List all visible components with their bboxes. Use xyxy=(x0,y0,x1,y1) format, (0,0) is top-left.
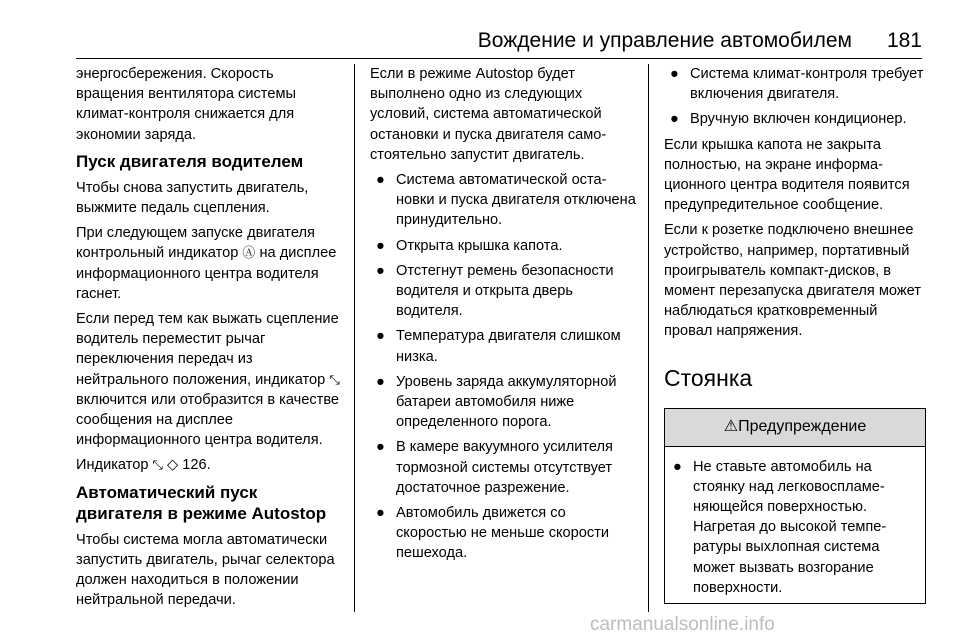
warning-header xyxy=(665,409,925,447)
heading-autostop-start: Автоматический пуск двигателя в режиме Autostop xyxy=(76,482,327,523)
text: на дисплее информационного центра водителя гаснет. xyxy=(76,245,337,302)
paragraph-press-clutch: Чтобы снова запустить двигатель, выжмите педаль сцепления. xyxy=(76,179,309,217)
column-3 xyxy=(664,64,926,604)
list-item: ● Открыта крышка капота. xyxy=(370,236,636,256)
warning-body xyxy=(665,447,925,598)
bullet: ● xyxy=(376,262,385,279)
page-reference: ◇ 126. xyxy=(167,457,211,474)
list-item: ● Не ставьте автомобиль на стоянку над легковоспламеняющейся поверхностью. Нагретая до высокой температуры выхлопная система может вызвать возгорание поверхности. xyxy=(673,458,887,596)
page-title: Вождение и управление автомобилем xyxy=(477,29,852,52)
list-item: ● Температура двигателя слишком низка. xyxy=(376,328,621,365)
list-item: ● В камере вакуумного усилителя тормозной системы отсутствует достаточное разрежение. xyxy=(376,439,613,496)
text: При следующем запуске двигателя контрольный индикатор xyxy=(76,225,315,262)
list-item: ● Система автоматической остановки и пуска двигателя отключена принудительно. xyxy=(376,172,636,229)
paragraph-neutral-position: Чтобы система могла автоматически запустить двигатель, рычаг селектора должен находиться в положении нейтральной передачи. xyxy=(76,531,335,609)
bullet: ● xyxy=(670,66,679,82)
list-item: ● Система климат-контроля требует включения двигателя. xyxy=(670,66,924,103)
conditions-list-continued xyxy=(664,64,926,130)
list-item: ● Отстегнут ремень безопасности водителя и открыта дверь водителя. xyxy=(376,262,614,320)
warning-list xyxy=(667,457,925,598)
list-item: ● Уровень заряда аккумуляторной батареи автомобиля ниже определенного порога. xyxy=(376,373,617,431)
heading-driver-start: Пуск двигателя водителем xyxy=(76,151,304,171)
paragraph-indicator-ref xyxy=(76,455,341,475)
paragraph-voltage-drop: Если к розетке подключено внешнее устройство, например, портативный проигрыватель компакт-дисков, в момент перезапуска двигателя может наблюдаться кратковременный провал напряжения. xyxy=(664,222,921,340)
autostop-icon: Ⓐ xyxy=(242,245,256,261)
bullet: ● xyxy=(376,172,385,189)
column-1 xyxy=(76,64,341,615)
warning-title: Предупреждение xyxy=(738,417,867,435)
watermark: carmanualsonline.info xyxy=(590,614,775,635)
bullet: ● xyxy=(376,237,385,254)
bullet: ● xyxy=(376,439,385,456)
header-rule xyxy=(76,58,922,59)
bullet: ● xyxy=(670,111,679,128)
list-item: ● Вручную включен кондиционер. xyxy=(664,109,926,129)
paragraph-gear-shift xyxy=(76,309,341,450)
bullet: ● xyxy=(376,505,385,522)
bullet: ● xyxy=(376,328,385,345)
heading-parking: Стоянка xyxy=(664,364,753,391)
paragraph-indicator-off xyxy=(76,223,341,304)
paragraph-hood-warning: Если крышка капота не закрыта полностью, на экране информационного центра водителя появится предупредительное сообщение. xyxy=(664,136,910,214)
text: Если перед тем как выжать сцепление водитель переместит рычаг переключения передач из нейтрального положения, индикатор xyxy=(76,311,339,388)
column-divider-1 xyxy=(354,64,355,612)
warning-box xyxy=(664,408,926,604)
column-2 xyxy=(370,64,636,569)
bullet: ● xyxy=(673,458,682,475)
column-divider-2 xyxy=(648,64,649,612)
paragraph-autostop-conditions: Если в режиме Autostop будет выполнено одно из следующих условий, система автоматической остановки и пуска двигателя самостоятельно запустит двигатель. xyxy=(370,66,607,163)
text: включится или отобразится в качестве сообщения на дисплее информационного центра водителя. xyxy=(76,391,340,449)
warning-icon: ⚠ xyxy=(723,417,739,435)
text: Индикатор xyxy=(76,457,149,474)
conditions-list xyxy=(370,170,636,564)
page-header xyxy=(76,28,922,54)
paragraph-energy-saving: энергосбережения. Скорость вращения вентилятора системы климат-контроля снижается для экономии заряда. xyxy=(76,66,296,143)
list-item: ● Автомобиль движется со скоростью не меньше скорости пешехода. xyxy=(376,505,610,562)
clutch-indicator-icon: ⤡ xyxy=(152,457,163,473)
clutch-indicator-icon: ⤡ xyxy=(329,371,340,387)
bullet: ● xyxy=(376,373,385,390)
page-number: 181 xyxy=(886,29,922,52)
